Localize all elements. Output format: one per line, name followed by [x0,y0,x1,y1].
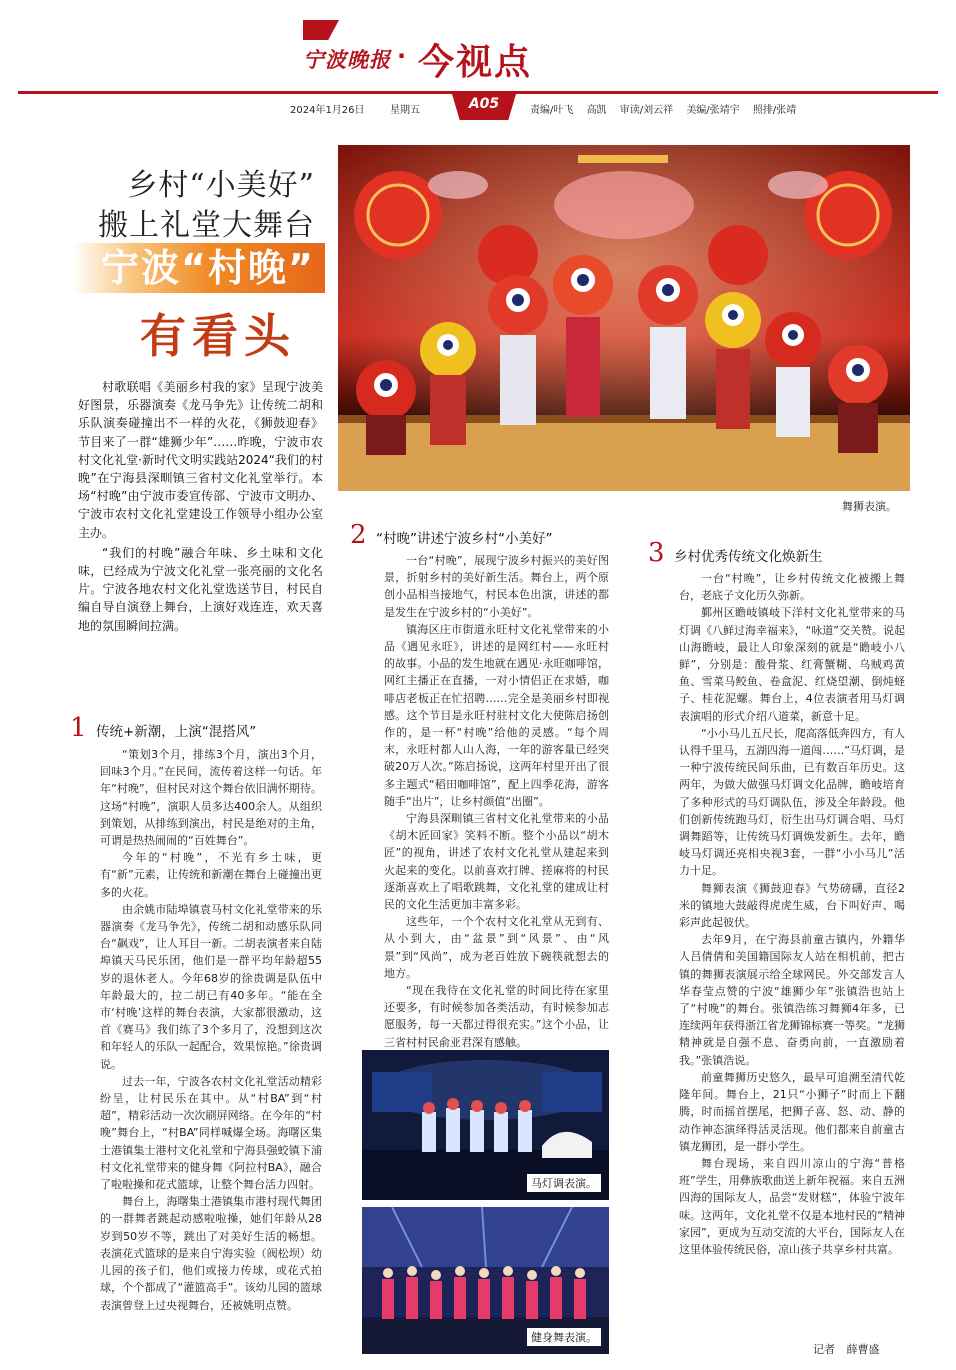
headline-line-2: 搬上礼堂大舞台 [98,208,315,243]
headline-line-3: 宁波“村晚” [101,246,315,290]
section-2-heading [350,522,552,548]
body-paragraph: 鄞州区瞻岐镇岐下洋村文化礼堂带来的马灯调《八鲜过海幸福来》，“咏道”交关赞。说起山海瞻岐，最让人印象深刻的就是“瞻岐小八鲜”，分别是：酸骨浆、红膏蟹糊、乌贼鸡黄鱼、雪菜马鲛鱼、卷盒泥、红烧望潮、倒炖蛏子、桂花泥螺。舞台上，4位表演者用马灯调表演唱的形式介绍八道菜，新意十足。 [679,606,905,723]
section-3-heading [648,540,823,566]
lead-paragraph: “我们的村晚”融合年味、乡土味和文化味，已经成为宁波文化礼堂一张亮丽的文化名片。宁波各地农村文化礼堂选送节目，村民自编自导自演登上舞台，上演好戏连连，欢天喜地的氛围瞬间拉满。 [78,545,323,633]
section-title-text: 乡村优秀传统文化焕新生 [674,549,823,565]
credit-item: 美编/张靖宇 [686,105,740,116]
body-paragraph: 一台“村晚”，让乡村传统文化被搬上舞台，老底子文化历久弥新。 [679,572,905,603]
page-number: A05 [468,96,500,112]
body-paragraph: 舞狮表演《狮鼓迎春》气势磅礴，直径2米的镇地大鼓敲得虎虎生威，台下叫好声、喝彩声此起彼伏。 [679,881,905,930]
body-paragraph: 舞台现场，来自四川凉山的宁海“普格班”学生，用彝族歌曲送上新年祝福。来自五洲四海的国际友人，品尝“发财糕”，体验宁波年味。这两年，文化礼堂不仅是本地村民的“精神家园”，更成为互动交流的大平台，国际友人在这里体验传统民俗，凉山孩子共享乡村共富。 [679,1156,905,1256]
section-title-text: “村晚”讲述宁波乡村“小美好” [376,531,553,547]
body-paragraph: 由余姚市陆埠镇袁马村文化礼堂带来的乐器演奏《龙马争先》，传统二胡和动感乐队同台“飙戏”，让人耳目一新。二胡表演者来自陆埠镇天马民乐团，他们是一群平均年龄超55岁的退休老人。今年68岁的徐贵调是队伍中年龄最大的，拉二胡已有40多年。“能在全市‘村晚’这样的舞台表演，大家都很激动，这首《赛马》我们练了3个多月了，没想到这次和年轻人的乐队一起配合，效果惊艳。”徐贵调说。 [100,902,322,1071]
inset-photo-horse-lantern [362,1050,609,1200]
credit-item: 责编/叶飞 [530,105,574,116]
body-paragraph: 过去一年，宁波各农村文化礼堂活动精彩纷呈，让村民乐在其中。从“村BA”到“村超”，精彩活动一次次刷屏网络。在今年的“村晚”舞台上，“村BA”同样喊爆全场。海曙区集士港镇集士港村文化礼堂和宁海县强蛟镇下浦村文化礼堂带来的健身舞《阿拉村BA》，融合了啦啦操和花式篮球，让整个舞台活力四射。 [100,1074,322,1192]
body-paragraph: 一台“村晚”，展现宁波乡村振兴的美好图景，折射乡村的美好新生活。舞台上，两个原创小品相当接地气，村民本色出演，讲述的都是发生在宁波乡村的“小美好”。 [384,554,609,619]
masthead-separator: · [397,42,407,70]
body-paragraph: 去年9月，在宁海县前童古镇内，外籍华人吕倩倩和美国籍国际友人站在相机前，把古镇的舞狮表演展示给全球网民。外交部发言人华春莹点赞的宁波“雄狮少年”张镇浩也站上了“村晚”的舞台。张镇浩练习舞狮4年多，已连续两年获得浙江省龙狮锦标赛一等奖。“龙狮精神就是自强不息、奋勇向前，一直激励着我。”张镇浩说。 [679,933,905,1067]
section-title: 今视点 [418,42,533,83]
body-paragraph: “策划3个月，排练3个月，演出3个月，回味3个月。”在民间，流传着这样一句话。年年“村晚”，但村民对这个舞台依旧满怀期待。这场“村晚”，演职人员多达400余人。从组织到策划，从排练到演出，村民是绝对的主角，可谓是热热闹闹的“百姓舞台”。 [100,748,322,848]
body-paragraph: 宁海县深甽镇三省村文化礼堂带来的小品《胡木匠回家》笑料不断。整个小品以“胡木匠”的视角，讲述了农村文化礼堂从建起来到火起来的变化。以前喜欢打牌、搓麻将的村民逐渐喜欢上了唱歌跳舞，文化礼堂的建成让村民的文化生活更加丰富多彩。 [384,812,609,912]
body-paragraph: 今年的“村晚”，不光有乡土味，更有“新”元素，让传统和新潮在舞台上碰撞出更多的火花。 [100,851,322,899]
section-number: 2 [350,520,367,550]
masthead-wedge [303,20,339,40]
byline-role: 记者 [813,1343,835,1356]
section-number: 3 [648,538,665,568]
issue-weekday: 星期五 [390,105,420,116]
body-paragraph: 前童舞狮历史悠久，最早可追溯至清代乾隆年间。舞台上，21只“小狮子”时而上下翻腾，时而摇首摆尾，把狮子喜、怒、动、静的动作神态演绎得活灵活现。他们都来自前童古镇龙狮团，是一群小学生。 [679,1070,905,1153]
issue-date: 2024年1月26日 [290,105,365,116]
section-1-heading [70,715,256,741]
inset-photo-caption: 健身舞表演。 [527,1328,601,1346]
headline-line-1: 乡村“小美好” [127,168,315,203]
section-1-body [100,746,322,1314]
masthead-rule [18,91,938,94]
headline-line-4: 有看头 [140,309,296,363]
inset-photo-fitness-dance [362,1207,609,1354]
main-photo-lion-dance [338,145,910,491]
reporter-byline [813,1341,880,1357]
section-title-text: 传统+新潮，上演“混搭风” [96,724,257,740]
section-3-body [679,570,905,1258]
body-paragraph: “小小马儿五尺长，爬高落低奔四方，有人认得千里马，五湖四海一道闯……”马灯调，是一种宁波传统民间乐曲，已有数百年历史。这两年，为做大做强马灯调文化品牌，瞻岐培育了多种形式的马灯调队伍，涉及全年龄段。他们创新传统跑马灯，衍生出马灯调合唱、马灯调舞蹈等，让传统马灯调焕发新生。去年，瞻岐马灯调还亮相央视3套，一群“小小马儿”活力十足。 [679,726,905,878]
section-2-body [384,552,609,1051]
lead-paragraph: 村歌联唱《美丽乡村我的家》呈现宁波美好图景，乐器演奏《龙马争先》让传统二胡和乐队演奏碰撞出不一样的火花，《狮鼓迎春》节目来了一群“雄狮少年”……昨晚，宁波市农村文化礼堂·新时代文明实践站2024“我们的村晚”在宁海县深甽镇三省村文化礼堂举行。本场“村晚”由宁波市委宣传部、宁波市文明办、宁波市农村文化礼堂建设工作领导小组办公室主办。 [78,380,323,540]
lion-dance-illustration [338,145,910,491]
lead-paragraphs [78,378,323,635]
body-paragraph: 舞台上，海曙集士港镇集市港村现代舞团的一群舞者跳起动感啦啦操，她们年龄从28岁到50岁不等，跳出了对美好生活的畅想。表演花式篮球的是来自宁海实验（阀松坝）幼儿园的孩子们，他们或接力传球，或花式拍球，个个都成了“灌篮高手”。该幼儿园的篮球表演曾登上过央视舞台，还被姚明点赞。 [100,1195,322,1312]
credit-item: 审读/刘云祥 [619,105,674,116]
credit-item: 高凯 [586,105,607,116]
inset-photo-caption: 马灯调表演。 [527,1174,601,1192]
credit-item: 照排/张靖 [752,105,797,116]
newspaper-logo: 宁波晚报 [303,47,391,72]
body-paragraph: “现在我待在文化礼堂的时间比待在家里还要多，有时候参加各类活动，有时候参加志愿服务，每一天都过得很充实。”这个小品，让三省村村民俞亚君深有感触。 [384,984,609,1049]
main-photo-caption: 舞狮表演。 [842,500,897,513]
editor-credits [530,101,806,116]
body-paragraph: 这些年，一个个农村文化礼堂从无到有、从小到大，由“盆景”到“风景”、由“风景”到“风尚”，成为老百姓放下碗筷就想去的地方。 [384,915,609,980]
body-paragraph: 镇海区庄市街道永旺村文化礼堂带来的小品《遇见永旺》，讲述的是网红村——永旺村的故事。小品的发生地就在遇见·永旺咖啡馆，网红主播正在直播，一对小情侣正在求婚，咖啡店老板正在忙招聘……完全是美丽乡村即视感。这个节目是永旺村驻村文化大使陈启扬创作的，是一杯“村晚”给他的灵感。“每个周末，永旺村都人山人海，一年的游客量已经突破20万人次。”陈启扬说，这两年村里开出了很多主题式“稻田咖啡馆”，配上四季花海，游客随手“出片”，让乡村颜值“出圈”。 [384,622,609,808]
section-number: 1 [70,713,87,743]
byline-name: 薛曹盛 [846,1343,880,1356]
